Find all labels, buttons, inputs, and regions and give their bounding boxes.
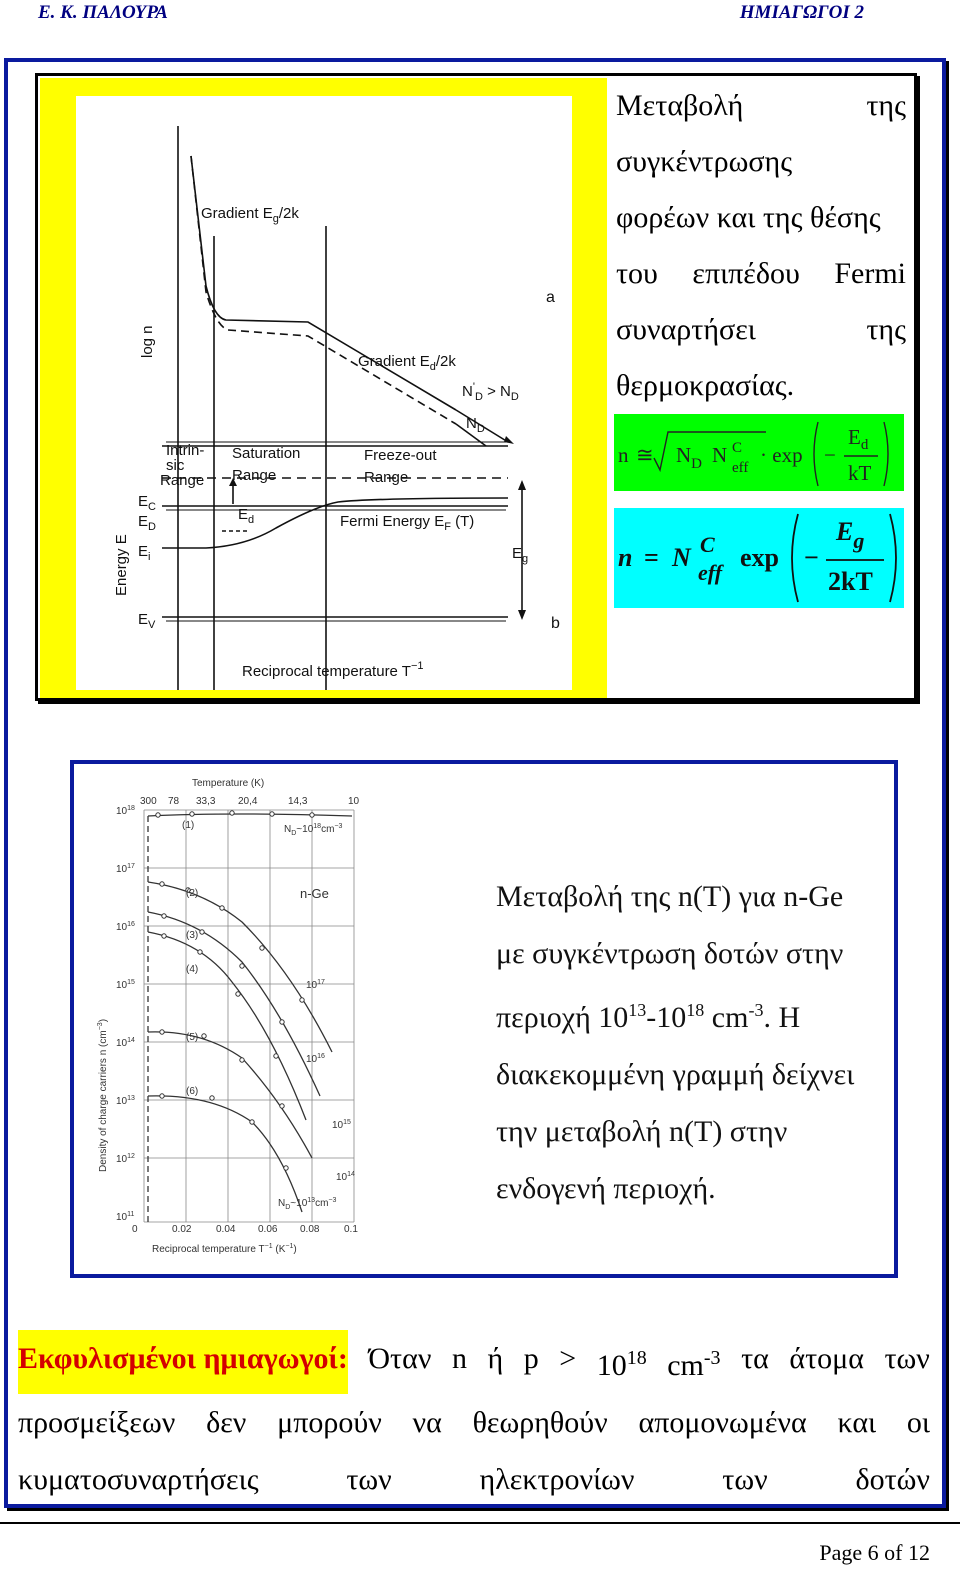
svg-text:eff: eff xyxy=(732,460,749,476)
svg-text:1016: $10^{16}$ xyxy=(116,921,135,933)
desc2-line-4: διακεκομμένη γραμμή δείχνει xyxy=(496,1058,855,1091)
svg-text:· exp: · exp xyxy=(760,443,803,467)
intrinsic-1: Intrin- xyxy=(166,442,205,459)
description-fermi xyxy=(616,78,906,414)
svg-text:exp: exp xyxy=(740,543,779,572)
desc2-line-1: Μεταβολή της n(T) για n-Ge xyxy=(496,880,844,913)
fermi-label: Fermi Energy $E_F$ (T) xyxy=(340,513,475,533)
top-axis-title: Temperature (K) xyxy=(192,778,265,789)
svg-text:1014: $10^{14}$ xyxy=(116,1037,135,1049)
svg-text:(1): (1) xyxy=(182,820,195,831)
svg-text:kT: kT xyxy=(848,461,872,485)
svg-text:0.08: 0.08 xyxy=(300,1224,320,1235)
label-b: b xyxy=(551,615,560,632)
svg-text:(5): (5) xyxy=(186,1032,199,1043)
svg-text:ND: $N_D$ xyxy=(676,443,703,472)
svg-text:n: n xyxy=(618,443,629,467)
svg-text:Ed: $E_d$ xyxy=(848,425,869,453)
figure-a xyxy=(76,96,572,690)
figure-b xyxy=(92,772,392,1262)
svg-text:(4): (4) xyxy=(186,964,199,975)
figure-a-svg xyxy=(76,96,572,690)
desc2-line-6: ενδογενή περιοχή. xyxy=(496,1172,716,1205)
svg-text:20,4: 20,4 xyxy=(238,796,258,807)
svg-text:N: N xyxy=(672,543,691,572)
energy-e-label: Energy E xyxy=(113,534,130,596)
desc1-line-3: φορέων και της θέσης xyxy=(616,201,881,234)
desc1-line-4: του επιπέδου Fermi xyxy=(616,257,906,290)
label-a: a xyxy=(546,289,555,306)
eg-gap-label: $E_g$ xyxy=(512,545,529,565)
svg-text:10: 10 xyxy=(348,796,360,807)
desc2-line-2: με συγκέντρωση δοτών στην xyxy=(496,937,844,970)
desc1-line-2: συγκέντρωσης xyxy=(616,145,793,178)
nd-top-label: $N_D\sim 10^{18}cm^{-3}$ xyxy=(284,823,343,837)
svg-text:1012: $10^{12}$ xyxy=(116,1153,135,1165)
ev-label: $E_V$ xyxy=(138,611,156,631)
figure-b-ylabel: Density of charge carriers n $(cm^{-3})$ xyxy=(97,1018,109,1172)
svg-text:(2): (2) xyxy=(186,888,199,899)
ed-level-label: $E_D$ xyxy=(138,513,156,533)
ec-label: $E_C$ xyxy=(138,493,156,513)
gradient-ed-label: Gradient $E_d/2k$ xyxy=(358,353,456,373)
svg-text:n: n xyxy=(618,543,633,572)
saturation-1: Saturation xyxy=(232,445,301,462)
svg-text:1011: $10^{11}$ xyxy=(116,1211,135,1223)
svg-text:14,3: 14,3 xyxy=(288,796,308,807)
svg-text:(6): (6) xyxy=(186,1086,199,1097)
degenerate-highlight: Εκφυλισμένοι ημιαγωγοί: xyxy=(18,1330,348,1394)
intrinsic-3: Range xyxy=(160,472,205,489)
intrinsic-2: sic xyxy=(166,457,185,474)
svg-text:eff: eff xyxy=(698,560,723,585)
desc2-line-3: περιοχή $10^{13}-10^{18}$ $cm^{-3}$. Η xyxy=(496,1000,801,1034)
degenerate-semiconductors-text xyxy=(18,1330,930,1508)
svg-text:0.06: 0.06 xyxy=(258,1224,278,1235)
header-author: Ε. Κ. ΠΑΛΟΥΡΑ xyxy=(38,2,168,23)
figure-a-background xyxy=(40,78,607,698)
svg-text:1016: $10^{16}$ xyxy=(306,1053,325,1065)
ed-gap-label: $E_d$ xyxy=(238,506,255,526)
ei-label: $E_i$ xyxy=(138,543,151,563)
bottom-line-2: προσμείξεων δεν μπορούν να θεωρηθούν απομονωμένα και οι xyxy=(18,1406,930,1439)
svg-text:2kT: 2kT xyxy=(828,567,873,596)
svg-text:−: − xyxy=(804,543,819,572)
svg-text:1015: $10^{15}$ xyxy=(116,979,135,991)
desc1-line-1: Μεταβολή της xyxy=(616,89,906,122)
svg-text:300: 300 xyxy=(140,796,157,807)
svg-text:1013: $10^{13}$ xyxy=(116,1095,135,1107)
svg-text:1017: $10^{17}$ xyxy=(116,863,135,875)
description-nge xyxy=(496,868,896,1217)
svg-text:C: C xyxy=(732,440,743,456)
bottom-line-3: κυματοσυναρτήσεις των ηλεκτρονίων των δοτών xyxy=(18,1463,930,1496)
svg-text:1015: $10^{15}$ xyxy=(332,1119,351,1131)
figure-a-xlabel: Reciprocal temperature $T^{-1}$ xyxy=(242,660,424,680)
freeze-2: Range xyxy=(364,469,409,486)
page-number: Page 6 of 12 xyxy=(819,1540,930,1565)
svg-text:33,3: 33,3 xyxy=(196,796,216,807)
svg-text:Eg: $E_g$ xyxy=(836,517,865,553)
svg-text:N: N xyxy=(712,443,728,467)
equation-freeze-out xyxy=(614,414,904,491)
desc2-line-5: την μεταβολή n(T) στην xyxy=(496,1115,788,1148)
figure-b-svg xyxy=(92,772,392,1262)
equation-intrinsic xyxy=(614,508,904,608)
desc1-line-5: συναρτήσει της xyxy=(616,313,906,346)
svg-text:C: C xyxy=(700,532,715,557)
nd-prime-label: $N'_D > N_D$ xyxy=(462,381,519,403)
gradient-eg-label: Gradient $E_g/2k$ xyxy=(201,205,299,225)
nd-bottom-label: $N_D\sim 10^{13}cm^{-3}$ xyxy=(278,1197,337,1211)
svg-text:≅: ≅ xyxy=(636,443,654,467)
svg-text:0.1: 0.1 xyxy=(344,1224,358,1235)
nd-label: $N_D$ xyxy=(466,415,485,435)
freeze-1: Freeze-out xyxy=(364,447,437,464)
svg-text:=: = xyxy=(644,543,659,572)
material-label: n-Ge xyxy=(300,886,329,901)
svg-text:1018: $10^{18}$ xyxy=(116,805,135,817)
desc1-line-6: θερμοκρασίας. xyxy=(616,369,795,402)
svg-text:78: 78 xyxy=(168,796,180,807)
saturation-2: Range xyxy=(232,467,277,484)
svg-text:0.04: 0.04 xyxy=(216,1224,236,1235)
svg-text:1017: $10^{17}$ xyxy=(306,979,325,991)
svg-text:(3): (3) xyxy=(186,930,199,941)
footer-separator xyxy=(0,1522,960,1524)
figure-b-xlabel: Reciprocal temperature $T^{-1}$ $(K^{-1})$ xyxy=(152,1243,297,1255)
log-n-label: log n xyxy=(139,325,156,358)
svg-text:−: − xyxy=(824,443,836,467)
svg-text:0: 0 xyxy=(132,1224,138,1235)
svg-text:0.02: 0.02 xyxy=(172,1224,192,1235)
bottom-line-1: Εκφυλισμένοι ημιαγωγοί: Όταν n ή p > $10^{18}$ $cm^{-3}$ τα άτομα των xyxy=(18,1330,930,1394)
svg-text:1014: $10^{14}$ xyxy=(336,1171,355,1183)
header-title: ΗΜΙΑΓΩΓΟΙ 2 xyxy=(739,2,864,23)
